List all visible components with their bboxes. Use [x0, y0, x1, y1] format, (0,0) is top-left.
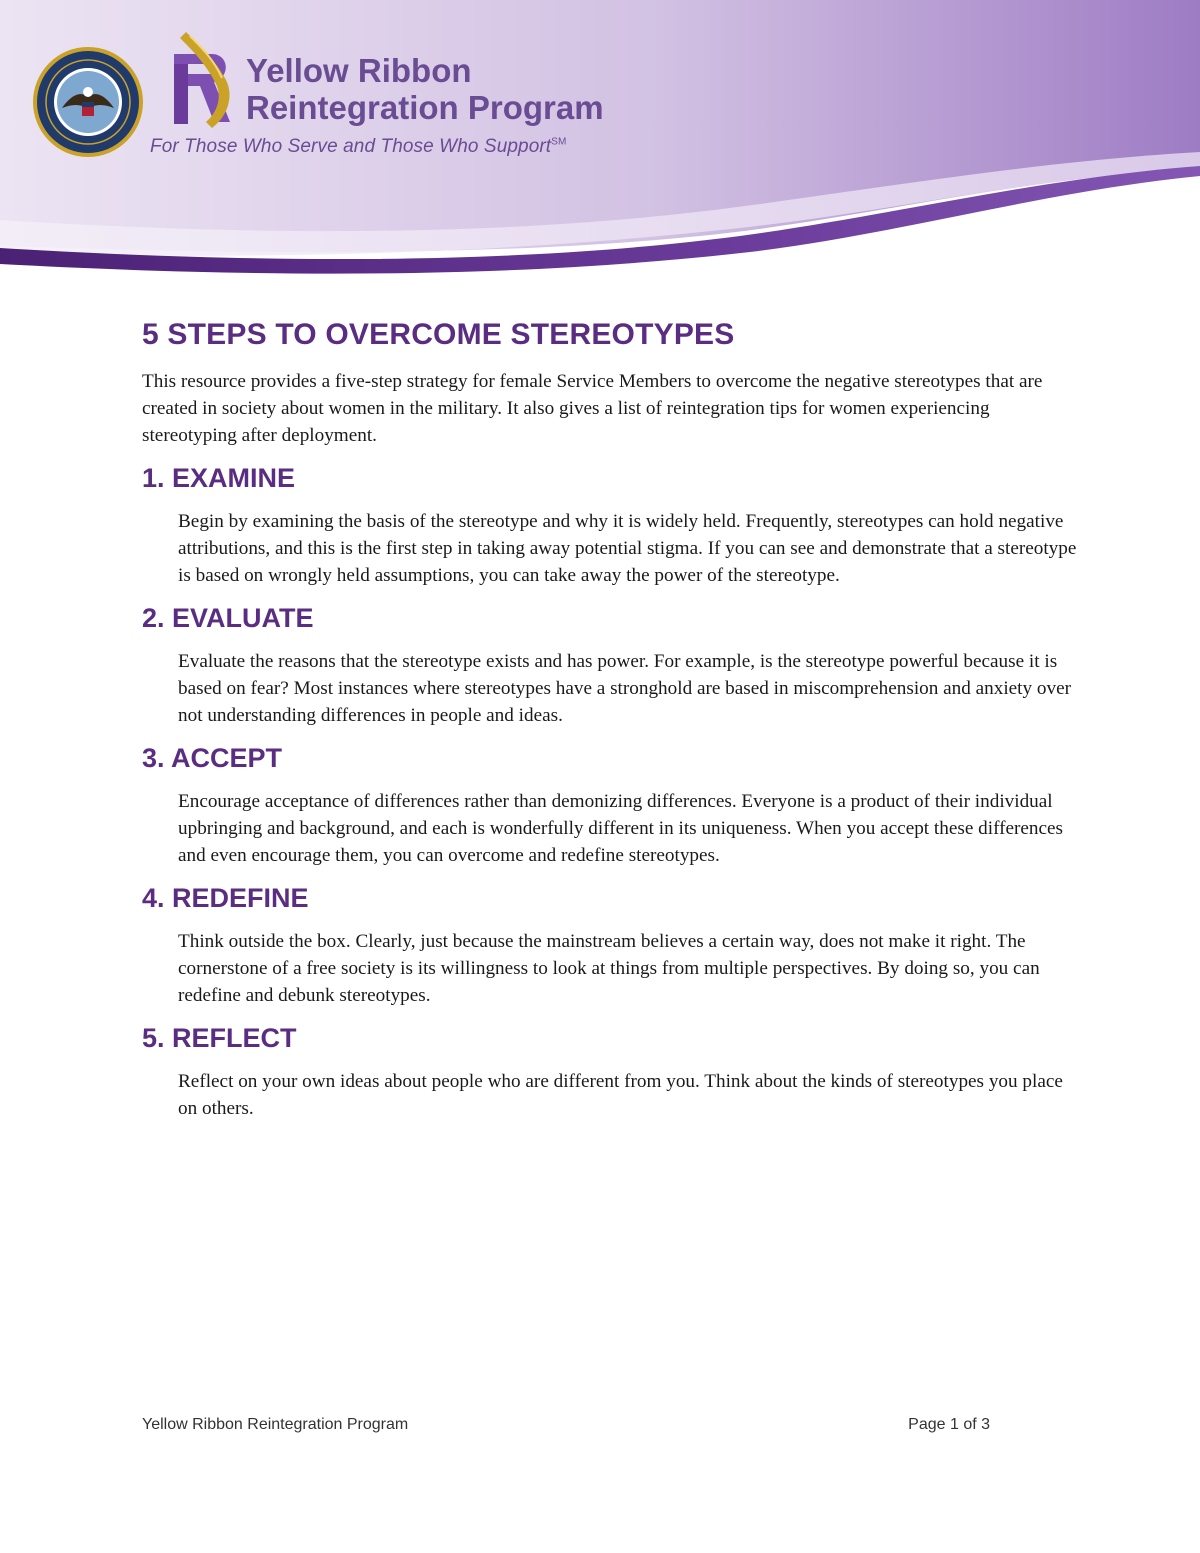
document-content	[142, 318, 1082, 1136]
brand-line-2: Reintegration Program	[246, 89, 604, 126]
step-section-examine	[142, 463, 1082, 589]
step-body: Encourage acceptance of differences rather than demonizing differences. Everyone is a product of their individual upbringing and background, and each is wonderfully different in its uniqueness. When you accept these differences and even encourage them, you can overcome and redefine stereotypes.	[178, 791, 1064, 866]
step-body: Begin by examining the basis of the stereotype and why it is widely held. Frequently, stereotypes can hold negative attributions, and this is the first step in taking away potential stigma. If you can see and demonstrate that a stereotype is based on wrongly held assumptions, you can take away the power of the stereotype.	[178, 511, 1077, 586]
step-heading: 3. ACCEPT	[142, 743, 283, 773]
brand-title	[246, 52, 604, 126]
page-title: 5 STEPS TO OVERCOME STEREOTYPES	[142, 318, 735, 351]
dod-seal-icon	[32, 46, 144, 158]
footer-page-number: Page 1 of 3	[908, 1416, 990, 1433]
footer-program-name: Yellow Ribbon Reintegration Program	[142, 1416, 409, 1433]
step-body: Evaluate the reasons that the stereotype exists and has power. For example, is the stereotype powerful because it is based on fear? Most instances where stereotypes have a stronghold are based in miscomprehension and anxiety over not understanding differences in people and ideas.	[178, 651, 1071, 726]
step-heading: 2. EVALUATE	[142, 603, 314, 633]
step-heading: 4. REDEFINE	[142, 883, 309, 913]
page-footer	[142, 1416, 990, 1434]
brand-tagline	[150, 136, 566, 158]
step-section-accept	[142, 743, 1082, 869]
step-section-evaluate	[142, 603, 1082, 729]
step-heading: 1. EXAMINE	[142, 463, 296, 493]
brand-line-1: Yellow Ribbon	[246, 52, 472, 89]
tagline-text: For Those Who Serve and Those Who Support	[150, 136, 552, 157]
intro-paragraph: This resource provides a five-step strategy for female Service Members to overcome the negative stereotypes that are created in society about women in the military. It also gives a list of reintegration tips for women experiencing stereotyping after deployment.	[142, 371, 1043, 446]
step-body: Think outside the box. Clearly, just because the mainstream believes a certain way, does not make it right. The cornerstone of a free society is its willingness to look at things from multiple perspectives. By doing so, you can redefine and debunk stereotypes.	[178, 931, 1040, 1006]
step-body: Reflect on your own ideas about people who are different from you. Think about the kinds of stereotypes you place on others.	[178, 1071, 1063, 1119]
step-section-redefine	[142, 883, 1082, 1009]
step-section-reflect	[142, 1023, 1082, 1122]
yellow-ribbon-logo-icon	[168, 30, 238, 130]
service-mark: SM	[551, 136, 567, 148]
step-heading: 5. REFLECT	[142, 1023, 297, 1053]
